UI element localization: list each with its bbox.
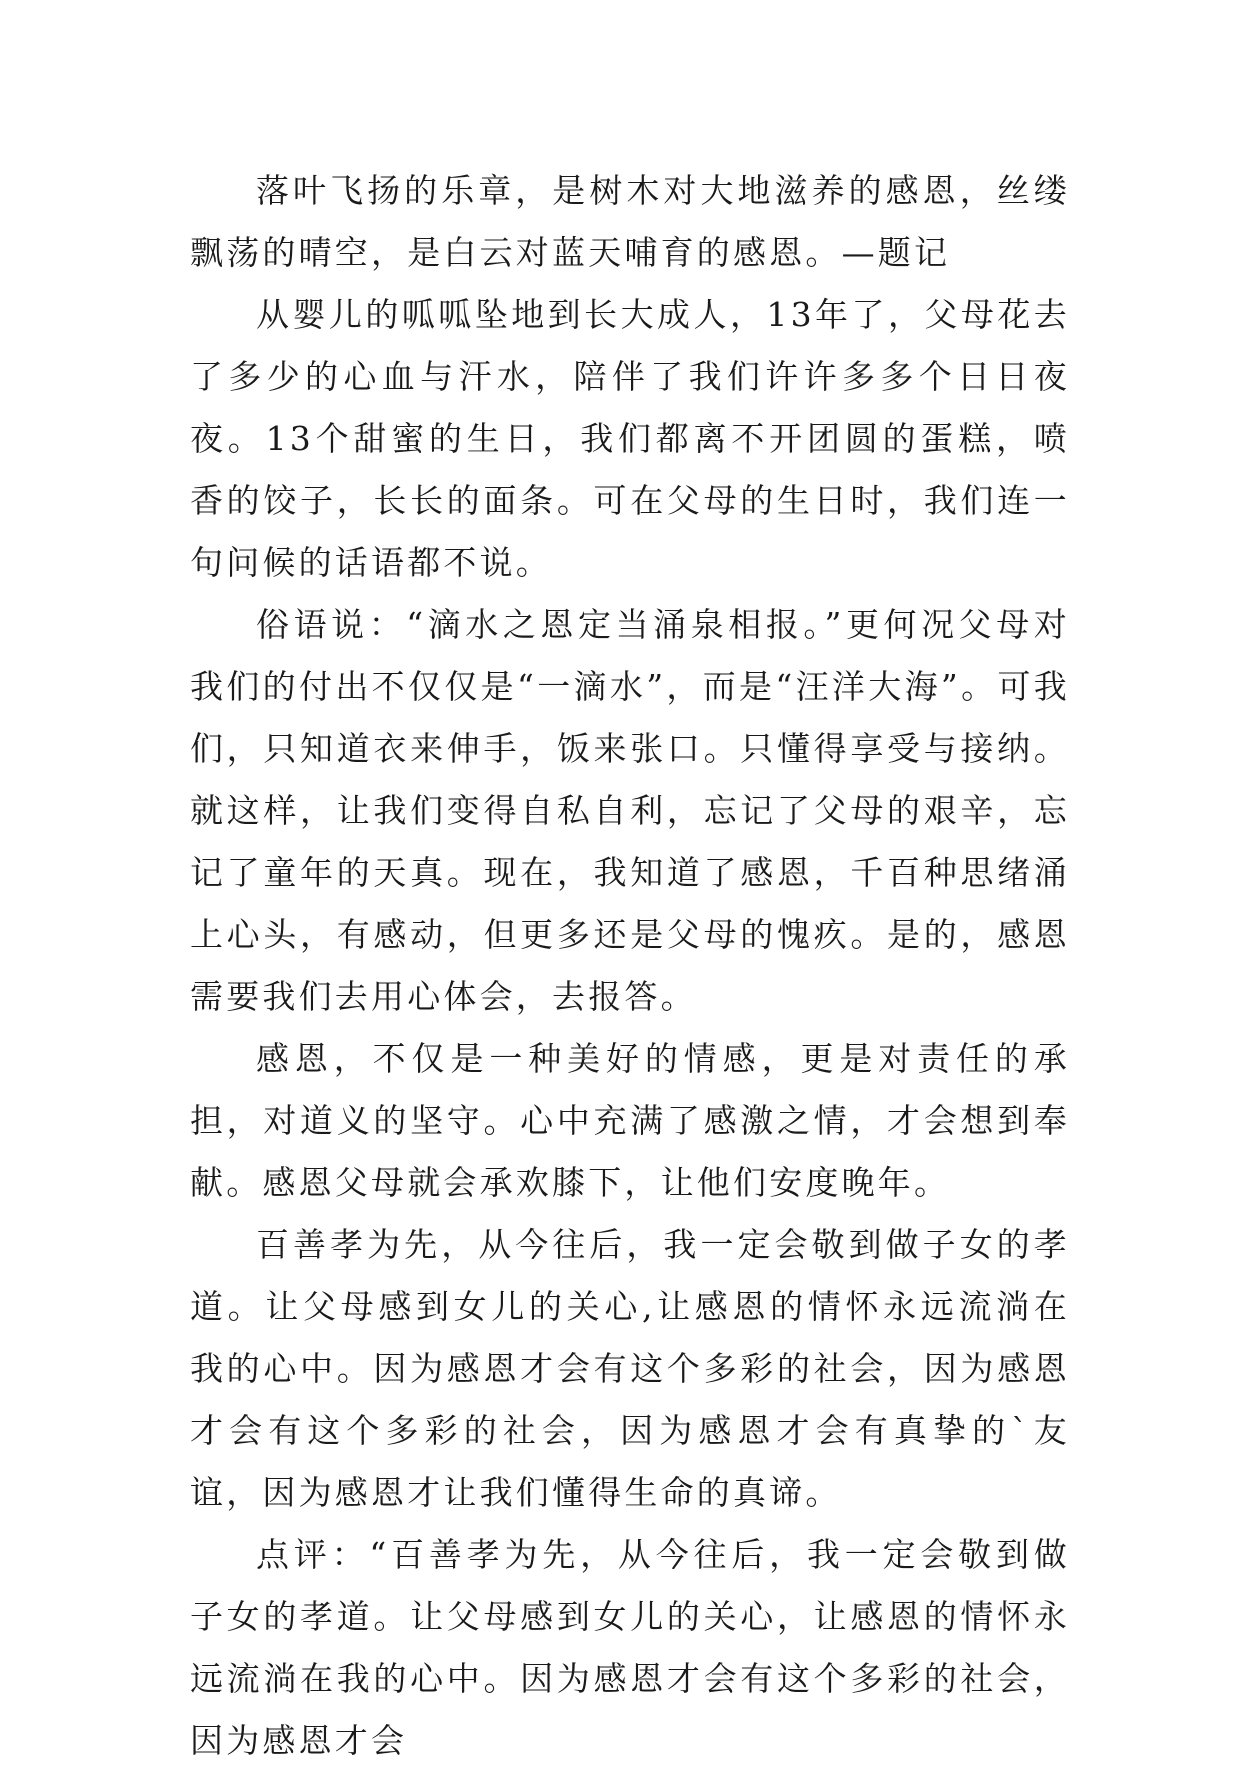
paragraph-gratitude-meaning: 感恩，不仅是一种美好的情感，更是对责任的承担，对道义的坚守。心中充满了感激之情，才会想到奉献。感恩父母就会承欢膝下，让他们安度晚年。 [190, 1039, 1070, 1202]
paragraph-proverb: 俗语说：“滴水之恩定当涌泉相报。”更何况父母对我们的付出不仅仅是“一滴水”，而是“汪洋大海”。可我们，只知道衣来伸手，饭来张口。只懂得享受与接纳。就这样，让我们变得自私自利，忘记了父母的艰辛，忘记了童年的天真。现在，我知道了感恩，千百种思绪涌上心头，有感动，但更多还是父母的愧疚。是的，感恩需要我们去用心体会，去报答。 [190, 605, 1070, 1016]
paragraph-parents-effort: 从婴儿的呱呱坠地到长大成人，13年了，父母花去了多少的心血与汗水，陪伴了我们许许多多个日日夜夜。13个甜蜜的生日，我们都离不开团圆的蛋糕，喷香的饺子，长长的面条。可在父母的生日时，我们连一句问候的话语都不说。 [190, 295, 1070, 582]
paragraph-comment: 点评：“百善孝为先，从今往后，我一定会敬到做子女的孝道。让父母感到女儿的关心，让感恩的情怀永远流淌在我的心中。因为感恩才会有这个多彩的社会，因为感恩才会 [190, 1535, 1070, 1760]
paragraph-epigraph: 落叶飞扬的乐章，是树木对大地滋养的感恩，丝缕飘荡的晴空，是白云对蓝天哺育的感恩。—题记 [190, 171, 1070, 272]
paragraph-filial-piety: 百善孝为先，从今往后，我一定会敬到做子女的孝道。让父母感到女儿的关心,让感恩的情怀永远流淌在我的心中。因为感恩才会有这个多彩的社会，因为感恩才会有这个多彩的社会，因为感恩才会有真挚的`友谊，因为感恩才让我们懂得生命的真谛。 [190, 1225, 1070, 1512]
document-body [190, 160, 1070, 1772]
